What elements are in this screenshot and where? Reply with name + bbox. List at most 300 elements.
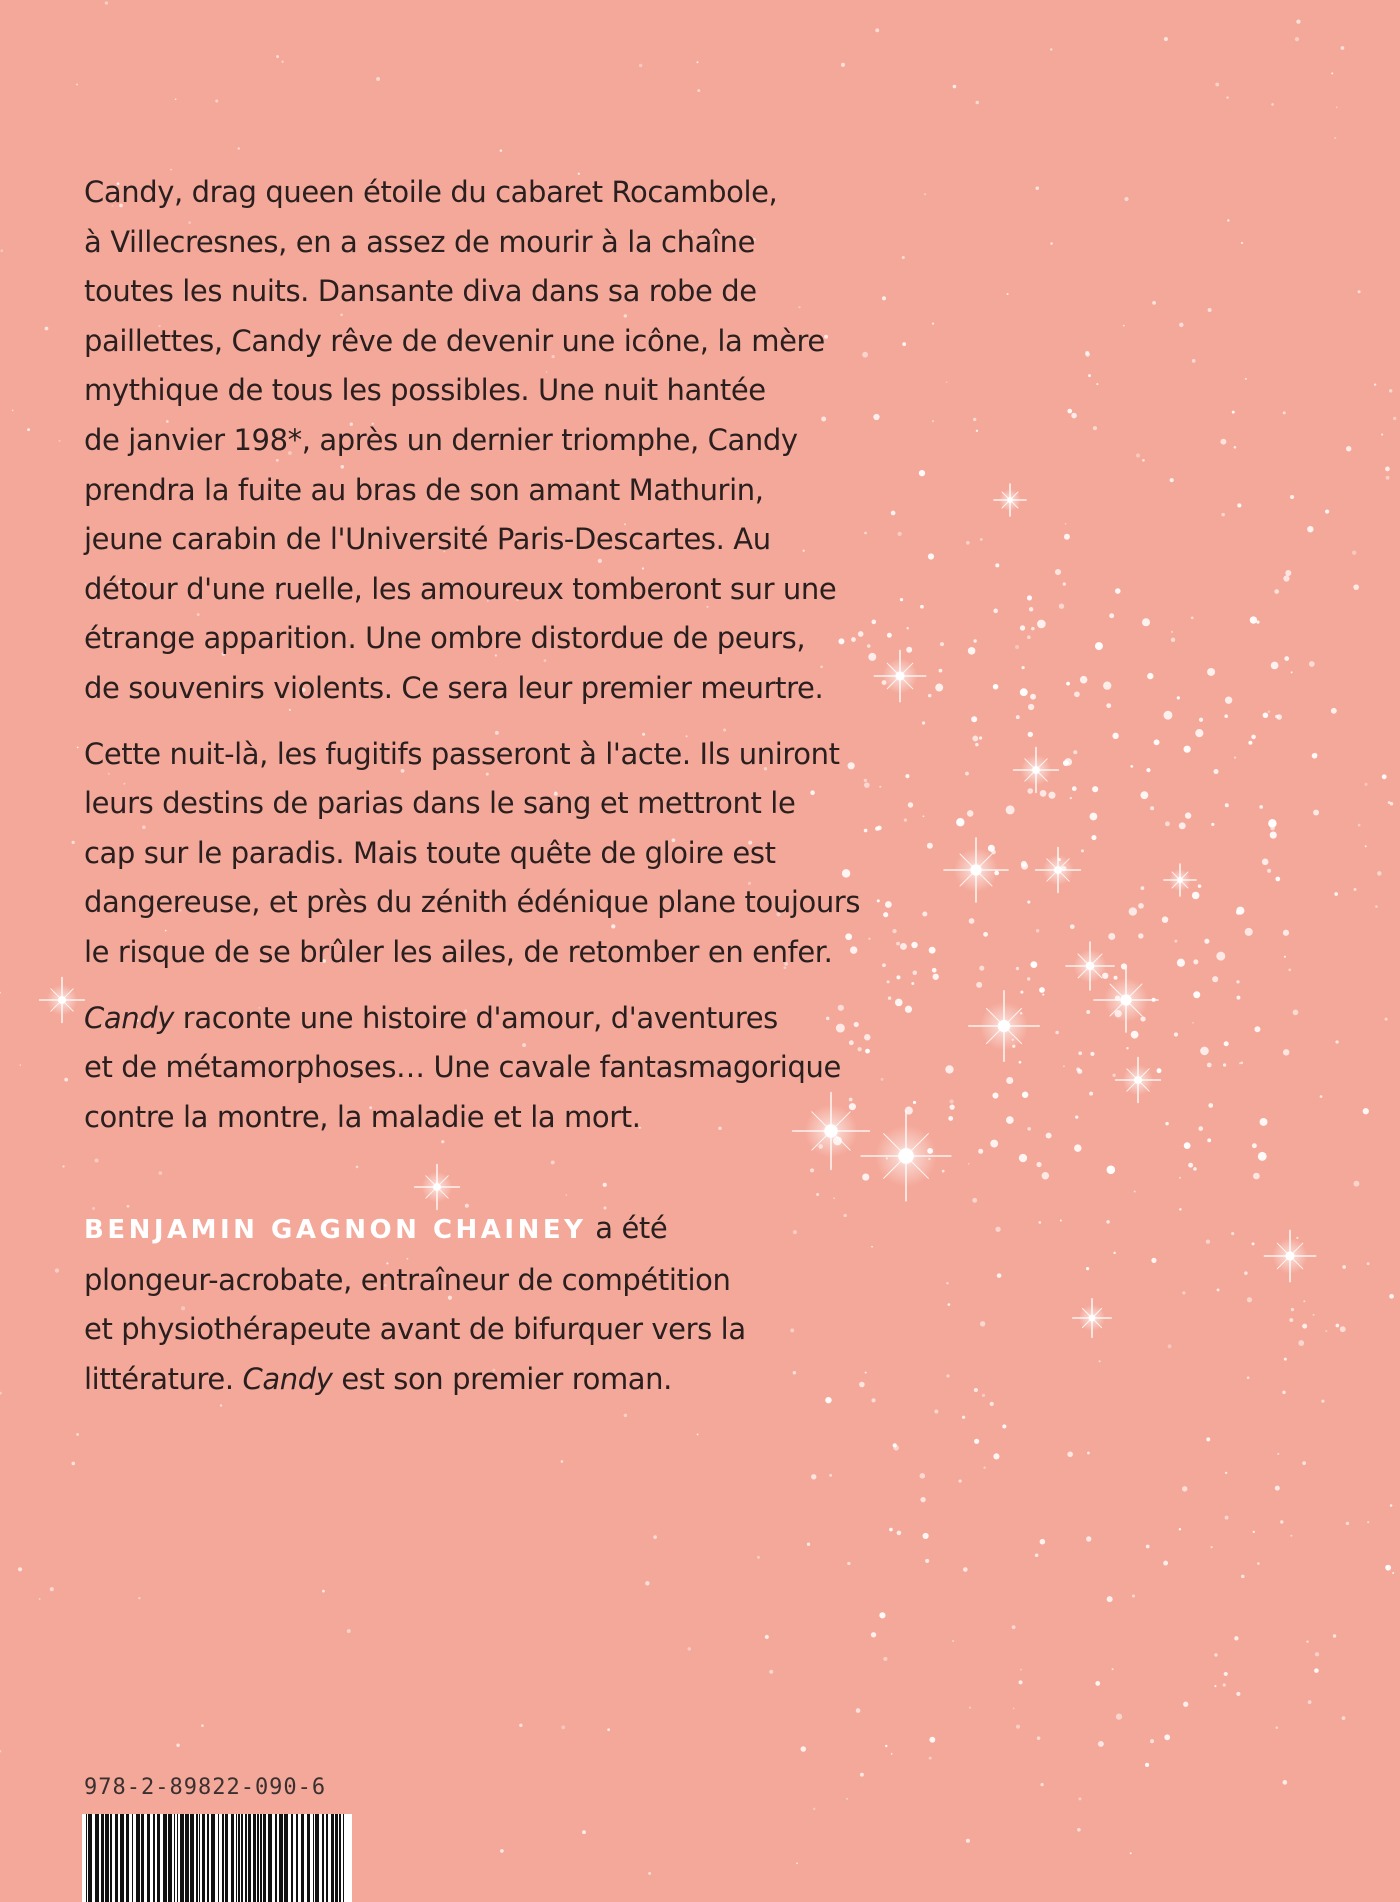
star (1231, 1232, 1234, 1235)
star (862, 1173, 869, 1180)
star (1224, 714, 1228, 718)
star (1146, 768, 1150, 772)
star (877, 826, 882, 831)
star (1236, 996, 1240, 1000)
star (857, 1047, 861, 1051)
star (1162, 916, 1169, 923)
star (1098, 1741, 1104, 1747)
star (1262, 859, 1269, 866)
sparkle-star (1116, 1058, 1161, 1103)
text-segment: leurs destins de parias dans le sang et mettront le (84, 786, 796, 821)
star (322, 1590, 325, 1593)
star (875, 28, 879, 32)
text-segment: le risque de se brûler les ailes, de retomber en enfer. (84, 934, 833, 969)
star (895, 999, 903, 1007)
star (905, 1006, 912, 1013)
star (1375, 905, 1377, 907)
star (1184, 746, 1191, 753)
star (1283, 930, 1289, 936)
star (949, 1099, 953, 1103)
star (645, 1581, 649, 1585)
text-segment: Cette nuit-là, les fugitifs passeront à l'acte. Ils uniront (84, 736, 840, 771)
star (908, 802, 913, 807)
text-segment: dangereuse, et près du zénith édénique plane toujours (84, 885, 861, 920)
star (1214, 1685, 1216, 1687)
star (980, 538, 983, 541)
star (1200, 1047, 1209, 1056)
star (1223, 1683, 1226, 1686)
summary-paragraph (84, 730, 861, 978)
star (889, 1528, 893, 1532)
star (1206, 1240, 1210, 1244)
star (860, 1773, 864, 1777)
star (72, 1462, 76, 1466)
text-segment: contre la montre, la maladie et la mort. (84, 1099, 641, 1134)
star (807, 1543, 810, 1546)
star (1168, 1344, 1172, 1348)
star (1036, 929, 1040, 933)
star (1248, 741, 1252, 745)
star (138, 1597, 140, 1599)
star (1036, 1162, 1041, 1167)
text-line (84, 515, 844, 565)
star (1029, 607, 1034, 612)
star (1016, 967, 1019, 970)
star (1208, 1103, 1213, 1108)
star (500, 1849, 504, 1853)
star (519, 1724, 522, 1727)
star (920, 605, 924, 609)
star (1050, 242, 1053, 245)
star (1250, 616, 1257, 623)
star (1216, 952, 1225, 961)
star (1063, 582, 1066, 585)
star (871, 1398, 875, 1402)
star (1226, 96, 1228, 98)
star (1138, 903, 1144, 909)
star (864, 532, 867, 535)
star (1276, 714, 1281, 719)
star (1336, 1324, 1340, 1328)
star (902, 342, 906, 346)
star (1224, 1041, 1229, 1046)
star (1095, 1681, 1100, 1686)
star (1185, 812, 1191, 818)
star (1035, 1553, 1039, 1557)
star (1358, 290, 1361, 293)
barcode-icon (82, 1814, 352, 1902)
star (1308, 1700, 1312, 1704)
star (1245, 378, 1247, 380)
star (993, 609, 998, 614)
sparkle-star (861, 1111, 951, 1201)
star (966, 541, 970, 545)
text-line (84, 829, 844, 879)
star (932, 968, 937, 973)
text-segment: a été (586, 1211, 668, 1246)
star (1060, 1219, 1062, 1221)
back-cover-text (84, 168, 861, 1405)
star (848, 762, 855, 769)
star (883, 912, 888, 917)
star (1090, 813, 1098, 821)
star (862, 352, 868, 358)
star (868, 653, 876, 661)
text-segment: prendra la fuite au bras de son amant Mathurin, (84, 472, 764, 507)
star (1136, 453, 1140, 457)
star (841, 63, 845, 67)
star (1165, 821, 1170, 826)
star (1224, 1672, 1228, 1676)
star (887, 633, 892, 638)
star (1260, 1118, 1268, 1126)
star (1015, 645, 1019, 649)
star (933, 974, 939, 980)
star (1335, 1040, 1338, 1043)
author-name: BENJAMIN GAGNON CHAINEY (84, 1215, 587, 1246)
text-line (84, 1355, 844, 1405)
book-title-italic: Candy (84, 1000, 174, 1035)
star (953, 85, 957, 89)
star (1217, 1288, 1220, 1291)
star (1080, 676, 1088, 684)
star (1257, 1562, 1260, 1565)
star (893, 1445, 899, 1451)
star (854, 1022, 859, 1027)
star (932, 420, 934, 422)
text-segment: de souvenirs violents. Ce sera leur premier meurtre. (84, 670, 824, 705)
star (882, 296, 886, 300)
star (1048, 792, 1055, 799)
star (1223, 1063, 1226, 1066)
star (1280, 1520, 1283, 1523)
star (1331, 72, 1333, 74)
star (966, 1839, 970, 1843)
star (913, 970, 918, 975)
summary-paragraph (84, 168, 844, 714)
star (1389, 389, 1392, 392)
star (1072, 786, 1077, 791)
author-bio (84, 1204, 844, 1404)
star (1390, 1504, 1392, 1506)
star (983, 1466, 985, 1468)
text-line (84, 466, 844, 516)
star (1019, 1680, 1023, 1684)
star (1086, 1267, 1089, 1270)
text-segment: est son premier roman. (332, 1362, 672, 1397)
star (1303, 1300, 1305, 1302)
star (1207, 1063, 1212, 1068)
star (1333, 1634, 1336, 1637)
sparkle-star (1014, 748, 1059, 793)
star (1006, 1116, 1014, 1124)
star (1346, 446, 1351, 451)
star (949, 1104, 954, 1109)
star (975, 743, 979, 747)
star (1389, 1294, 1394, 1299)
star (1236, 910, 1241, 915)
star (1106, 703, 1111, 708)
star (1252, 1242, 1255, 1245)
star (1012, 1625, 1016, 1629)
star (900, 598, 903, 601)
star (1198, 884, 1202, 888)
text-line (84, 267, 844, 317)
star (864, 829, 868, 833)
text-segment: et de métamorphoses… Une cavale fantasmagorique (84, 1050, 841, 1085)
star (990, 1402, 994, 1406)
star (1065, 523, 1067, 525)
star (1385, 467, 1390, 472)
star (1346, 1522, 1349, 1525)
star (76, 1433, 79, 1436)
star (971, 716, 977, 722)
star (1179, 822, 1186, 829)
star (896, 942, 900, 946)
star (1293, 1009, 1299, 1015)
star (932, 323, 934, 325)
star (1252, 1143, 1257, 1148)
star (64, 1078, 68, 1082)
star (1302, 1461, 1306, 1465)
star (1237, 503, 1241, 507)
star (1070, 924, 1075, 929)
star (934, 1410, 938, 1414)
star (1274, 589, 1279, 594)
star (1179, 323, 1183, 327)
star (1074, 1144, 1082, 1152)
star (1392, 1572, 1394, 1574)
star (765, 1635, 769, 1639)
star (1245, 928, 1253, 936)
star (1112, 733, 1118, 739)
star (582, 1830, 586, 1834)
star (1315, 1652, 1319, 1656)
star (856, 1708, 861, 1713)
star (1132, 1594, 1135, 1597)
star (1107, 1596, 1113, 1602)
star (1275, 877, 1280, 882)
star (1020, 625, 1025, 630)
star (27, 428, 30, 431)
star (1290, 495, 1294, 499)
star (813, 1808, 815, 1810)
star (1225, 1472, 1227, 1474)
star (1090, 1052, 1094, 1056)
star (983, 932, 988, 937)
star (1282, 1391, 1285, 1394)
star (1063, 1065, 1065, 1067)
star (911, 982, 914, 985)
text-segment: étrange apparition. Une ombre distordue de peurs, (84, 621, 806, 656)
star (1152, 301, 1156, 305)
star (1367, 1521, 1369, 1523)
star (976, 430, 978, 432)
star (1074, 691, 1080, 697)
star (1193, 959, 1198, 964)
barcode (82, 1814, 352, 1902)
star (1275, 1726, 1278, 1729)
star (1064, 758, 1072, 766)
star (1106, 1220, 1109, 1223)
star (1030, 961, 1037, 968)
star (0, 1392, 2, 1395)
text-segment: littérature. (84, 1362, 243, 1397)
star (1077, 1828, 1081, 1832)
star (1099, 1360, 1101, 1362)
text-line (84, 1256, 844, 1306)
star (1170, 478, 1174, 482)
star (1377, 871, 1381, 875)
star (1221, 513, 1225, 517)
star (1112, 1668, 1114, 1670)
star (883, 1657, 887, 1661)
star (1164, 37, 1168, 41)
star (1006, 805, 1015, 814)
star (979, 736, 982, 739)
star (1016, 1725, 1020, 1729)
star (1382, 774, 1387, 779)
star (1207, 668, 1215, 676)
star (980, 1321, 985, 1326)
star (1388, 801, 1391, 804)
star (952, 1640, 954, 1642)
star (1267, 869, 1271, 873)
star (993, 684, 998, 689)
star (1334, 892, 1338, 896)
text-line (84, 878, 861, 928)
star (1353, 584, 1359, 590)
star (45, 327, 49, 331)
star (1271, 662, 1279, 670)
book-title-italic: Candy (242, 1362, 333, 1397)
star (1283, 575, 1289, 581)
star (1150, 1739, 1154, 1743)
star (1093, 426, 1097, 430)
star (1145, 1763, 1149, 1767)
star (1146, 1545, 1150, 1549)
star (697, 1433, 699, 1435)
star (1130, 765, 1133, 768)
star (972, 1198, 977, 1203)
star (924, 193, 926, 195)
star (1313, 810, 1319, 816)
star (1031, 627, 1035, 631)
sparkle-star (1264, 1230, 1315, 1281)
star (995, 563, 999, 567)
star (607, 1728, 610, 1731)
text-segment: à Villecresnes, en a assez de mourir à la chaîne (84, 224, 756, 259)
star (1288, 968, 1291, 971)
star (1140, 791, 1148, 799)
star (868, 938, 870, 940)
star (867, 644, 871, 648)
star (1313, 1314, 1315, 1316)
star (829, 1474, 832, 1477)
star (905, 774, 909, 778)
star (1046, 1133, 1052, 1139)
star (988, 845, 995, 852)
star (858, 631, 864, 637)
star (1039, 987, 1045, 993)
star (1244, 1271, 1248, 1275)
star (1259, 805, 1263, 809)
star (1085, 352, 1090, 357)
star (1247, 1297, 1252, 1302)
star (1188, 1163, 1193, 1168)
star (969, 918, 975, 924)
star (1002, 1424, 1006, 1428)
star (922, 721, 925, 724)
star (1088, 374, 1091, 377)
star (1131, 1031, 1139, 1039)
star (105, 1, 108, 4)
star (811, 1474, 816, 1479)
star (1258, 1152, 1267, 1161)
star (1284, 1358, 1287, 1361)
star (1150, 806, 1154, 810)
star (982, 1394, 985, 1397)
star (1341, 46, 1345, 50)
star (845, 933, 852, 940)
star (906, 647, 912, 653)
star (974, 1388, 978, 1392)
star (1142, 459, 1145, 462)
star (1283, 411, 1286, 414)
star (1263, 713, 1269, 719)
star (72, 841, 75, 844)
star (1140, 1016, 1145, 1021)
star (1129, 907, 1137, 915)
star (1027, 595, 1032, 600)
star (561, 1725, 565, 1729)
star (1290, 1535, 1292, 1537)
star (1254, 1026, 1260, 1032)
star (849, 1098, 853, 1102)
star (945, 1065, 953, 1073)
star (1211, 1546, 1213, 1548)
star (1067, 1451, 1073, 1457)
text-segment: jeune carabin de l'Université Paris-Descartes. Au (84, 522, 771, 557)
star (1022, 1092, 1028, 1098)
star (844, 1214, 847, 1217)
star (1067, 409, 1072, 414)
star (877, 899, 880, 902)
star (1227, 219, 1229, 221)
star (1182, 1486, 1187, 1491)
star (1124, 197, 1128, 201)
star (757, 1556, 760, 1559)
star (847, 1562, 850, 1565)
star (282, 61, 284, 63)
star (1284, 656, 1289, 661)
star (850, 946, 857, 953)
star (1358, 824, 1361, 827)
star (59, 440, 61, 442)
star (1027, 635, 1031, 639)
star (1177, 959, 1185, 967)
star (653, 1535, 657, 1539)
star (1171, 638, 1175, 642)
star (1195, 729, 1203, 737)
star (1027, 977, 1030, 980)
star (1199, 718, 1203, 722)
star (0, 249, 3, 252)
star (801, 1746, 806, 1751)
star (997, 1273, 1002, 1278)
star (1192, 892, 1200, 900)
star (892, 929, 896, 933)
